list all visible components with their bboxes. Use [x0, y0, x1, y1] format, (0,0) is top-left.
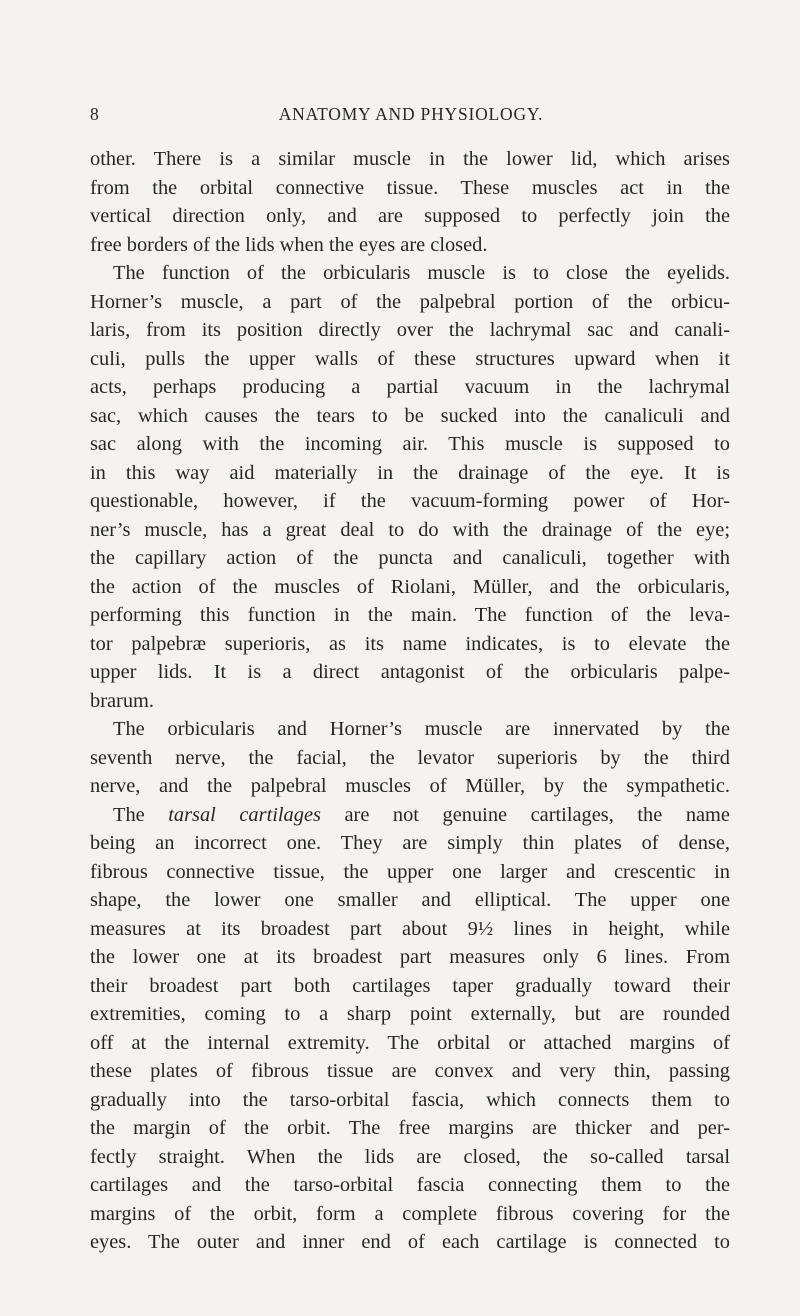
text-line: the capillary action of the puncta and canaliculi, together with [90, 547, 730, 569]
text-line: performing this function in the main. The function of the leva- [90, 604, 730, 626]
page-number: 8 [90, 104, 100, 124]
text-line: the action of the muscles of Riolani, Müller, and the orbicularis, [90, 575, 730, 598]
text-line: measures at its broadest part about 9½ lines in height, while [90, 917, 730, 940]
text-line: other. There is a similar muscle in the lower lid, which arises [90, 148, 730, 170]
text-line: free borders of the lids when the eyes are closed. [90, 233, 488, 256]
text-line: these plates of fibrous tissue are convex and very thin, passing [90, 1060, 730, 1082]
text-line: from the orbital connective tissue. These muscles act in the [90, 176, 730, 199]
term-tarsal-cartilages: tarsal cartilages [168, 803, 321, 826]
text-line: cartilages and the tarso-orbital fascia connecting them to the [90, 1174, 730, 1196]
text-line: sac along with the incoming air. This muscle is supposed to [90, 433, 730, 455]
text-line: Horner’s muscle, a part of the palpebral portion of the orbicu- [90, 290, 730, 313]
text-line: eyes. The outer and inner end of each cartilage is connected to [90, 1231, 730, 1253]
text-line: culi, pulls the upper walls of these structures upward when it [90, 347, 730, 370]
text-line: their broadest part both cartilages taper gradually toward their [90, 974, 730, 997]
text-line: the lower one at its broadest part measures only 6 lines. From [90, 946, 730, 968]
text-line: nerve, and the palpebral muscles of Müller, by the sympathetic. [90, 775, 730, 797]
page-header [90, 104, 732, 130]
body-text [90, 145, 730, 1257]
text-line: ner’s muscle, has a great deal to do with the drainage of the eye; [90, 518, 730, 541]
text-line: acts, perhaps producing a partial vacuum in the lachrymal [90, 376, 730, 398]
text-line: the margin of the orbit. The free margins are thicker and per- [90, 1117, 730, 1139]
text-line: being an incorrect one. They are simply thin plates of dense, [90, 832, 730, 854]
running-head: ANATOMY AND PHYSIOLOGY. [278, 104, 544, 124]
text-line-end: are not genuine cartilages, the name [320, 803, 730, 826]
text-line: vertical direction only, and are supposed to perfectly join the [90, 205, 730, 227]
text-line: brarum. [90, 689, 154, 712]
text-line: tor palpebræ superioris, as its name indicates, is to elevate the [90, 632, 730, 655]
text-line: The orbicularis and Horner’s muscle are innervated by the [113, 718, 730, 740]
text-line [90, 801, 730, 830]
text-line: extremities, coming to a sharp point externally, but are rounded [90, 1003, 730, 1025]
text-line: margins of the orbit, form a complete fibrous covering for the [90, 1202, 730, 1225]
text-line: The function of the orbicularis muscle is to close the eyelids. [113, 262, 730, 284]
text-line: shape, the lower one smaller and elliptical. The upper one [90, 889, 730, 911]
text-line: fibrous connective tissue, the upper one larger and crescentic in [90, 860, 730, 883]
text-line: questionable, however, if the vacuum-forming power of Hor- [90, 490, 730, 512]
text-line: sac, which causes the tears to be sucked into the canaliculi and [90, 404, 730, 427]
text-line: seventh nerve, the facial, the levator superioris by the third [90, 746, 730, 769]
text-line-start: The [113, 803, 169, 826]
text-line: gradually into the tarso-orbital fascia, which connects them to [90, 1088, 730, 1111]
text-line: upper lids. It is a direct antagonist of the orbicularis palpe- [90, 661, 730, 683]
text-line: fectly straight. When the lids are closed, the so-called tarsal [90, 1145, 730, 1168]
text-line: laris, from its position directly over the lachrymal sac and canali- [90, 319, 730, 341]
text-line: in this way aid materially in the drainage of the eye. It is [90, 461, 730, 484]
text-line: off at the internal extremity. The orbital or attached margins of [90, 1031, 730, 1054]
